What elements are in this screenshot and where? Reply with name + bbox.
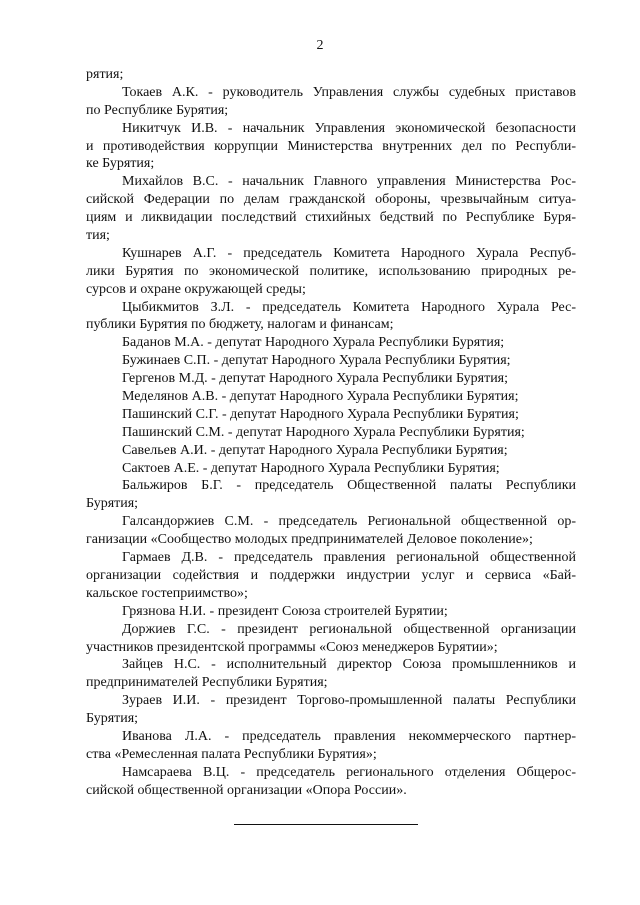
closing-rule xyxy=(234,824,418,825)
text-line: Бальжиров Б.Г. - председатель Общественной палаты Республики xyxy=(122,478,576,494)
text-line: Меделянов А.В. - депутат Народного Хурала Республики Бурятия; xyxy=(122,389,519,405)
text-line: лики Бурятия по экономической политике, использованию природных ре- xyxy=(86,263,576,279)
text-line: Никитчук И.В. - начальник Управления экономической безопасности xyxy=(122,120,576,136)
text-line: ганизации «Сообщество молодых предпринимателей Деловое поколение»; xyxy=(86,532,533,548)
page-number: 2 xyxy=(316,38,324,53)
document-body xyxy=(86,66,576,800)
text-line: Кушнарев А.Г. - председатель Комитета Народного Хурала Респуб- xyxy=(122,245,576,261)
text-line: участников президентской программы «Союз менеджеров Бурятии»; xyxy=(86,639,498,655)
text-line: сийской Федерации по делам гражданской обороны, чрезвычайным ситуа- xyxy=(86,192,576,208)
text-line: Гармаев Д.В. - председатель правления региональной общественной xyxy=(122,550,576,566)
text-line: организации содействия и поддержки индустрии услуг и сервиса «Бай- xyxy=(86,567,576,583)
text-line: Грязнова Н.И. - президент Союза строителей Бурятии; xyxy=(122,603,448,619)
text-line: сурсов и охране окружающей среды; xyxy=(86,281,306,297)
text-line: Пашинский С.Г. - депутат Народного Хурала Республики Бурятия; xyxy=(122,406,519,422)
text-line: Пашинский С.М. - депутат Народного Хурала Республики Бурятия; xyxy=(122,424,525,440)
text-line: Галсандоржиев С.М. - председатель Региональной общественной ор- xyxy=(122,514,576,530)
text-line: и противодействия коррупции Министерства внутренних дел по Республи- xyxy=(86,138,576,154)
text-line: Савельев А.И. - депутат Народного Хурала Республики Бурятия; xyxy=(122,442,508,458)
text-line: Бурятия; xyxy=(86,496,139,512)
text-line: Зайцев Н.С. - исполнительный директор Союза промышленников и xyxy=(122,657,576,673)
text-line: кальское гостеприимство»; xyxy=(86,585,248,601)
text-line: по Республике Бурятия; xyxy=(86,102,229,118)
text-line: Цыбикмитов З.Л. - председатель Комитета Народного Хурала Рес- xyxy=(122,299,576,315)
text-line: Баданов М.А. - депутат Народного Хурала Республики Бурятия; xyxy=(122,335,505,351)
text-line: сийской общественной организации «Опора России». xyxy=(86,782,407,798)
text-line: Сактоев А.Е. - депутат Народного Хурала Республики Бурятия; xyxy=(122,460,500,476)
text-line: Бужинаев С.П. - депутат Народного Хурала Республики Бурятия; xyxy=(122,353,511,369)
text-line: Бурятия; xyxy=(86,711,139,727)
text-line: предпринимателей Республики Бурятия; xyxy=(86,675,328,691)
text-line: публики Бурятия по бюджету, налогам и финансам; xyxy=(86,317,394,333)
text-line: Иванова Л.А. - председатель правления некоммерческого партнер- xyxy=(122,728,576,744)
text-line: циям и ликвидации последствий стихийных бедствий по Республике Буря- xyxy=(86,210,576,226)
text-line: ства «Ремесленная палата Республики Бурятия»; xyxy=(86,746,377,762)
text-line: ке Бурятия; xyxy=(86,156,155,172)
text-line: Зураев И.И. - президент Торгово-промышленной палаты Республики xyxy=(122,693,576,709)
text-line: Доржиев Г.С. - президент региональной общественной организации xyxy=(122,621,576,637)
text-line: рятия; xyxy=(86,67,124,82)
text-line: Намсараева В.Ц. - председатель регионального отделения Общерос- xyxy=(122,764,576,780)
text-line: Токаев А.К. - руководитель Управления службы судебных приставов xyxy=(122,84,576,100)
text-line: тия; xyxy=(86,228,110,244)
text-line: Гергенов М.Д. - депутат Народного Хурала Республики Бурятия; xyxy=(122,371,509,387)
text-line: Михайлов В.С. - начальник Главного управления Министерства Рос- xyxy=(122,174,576,190)
